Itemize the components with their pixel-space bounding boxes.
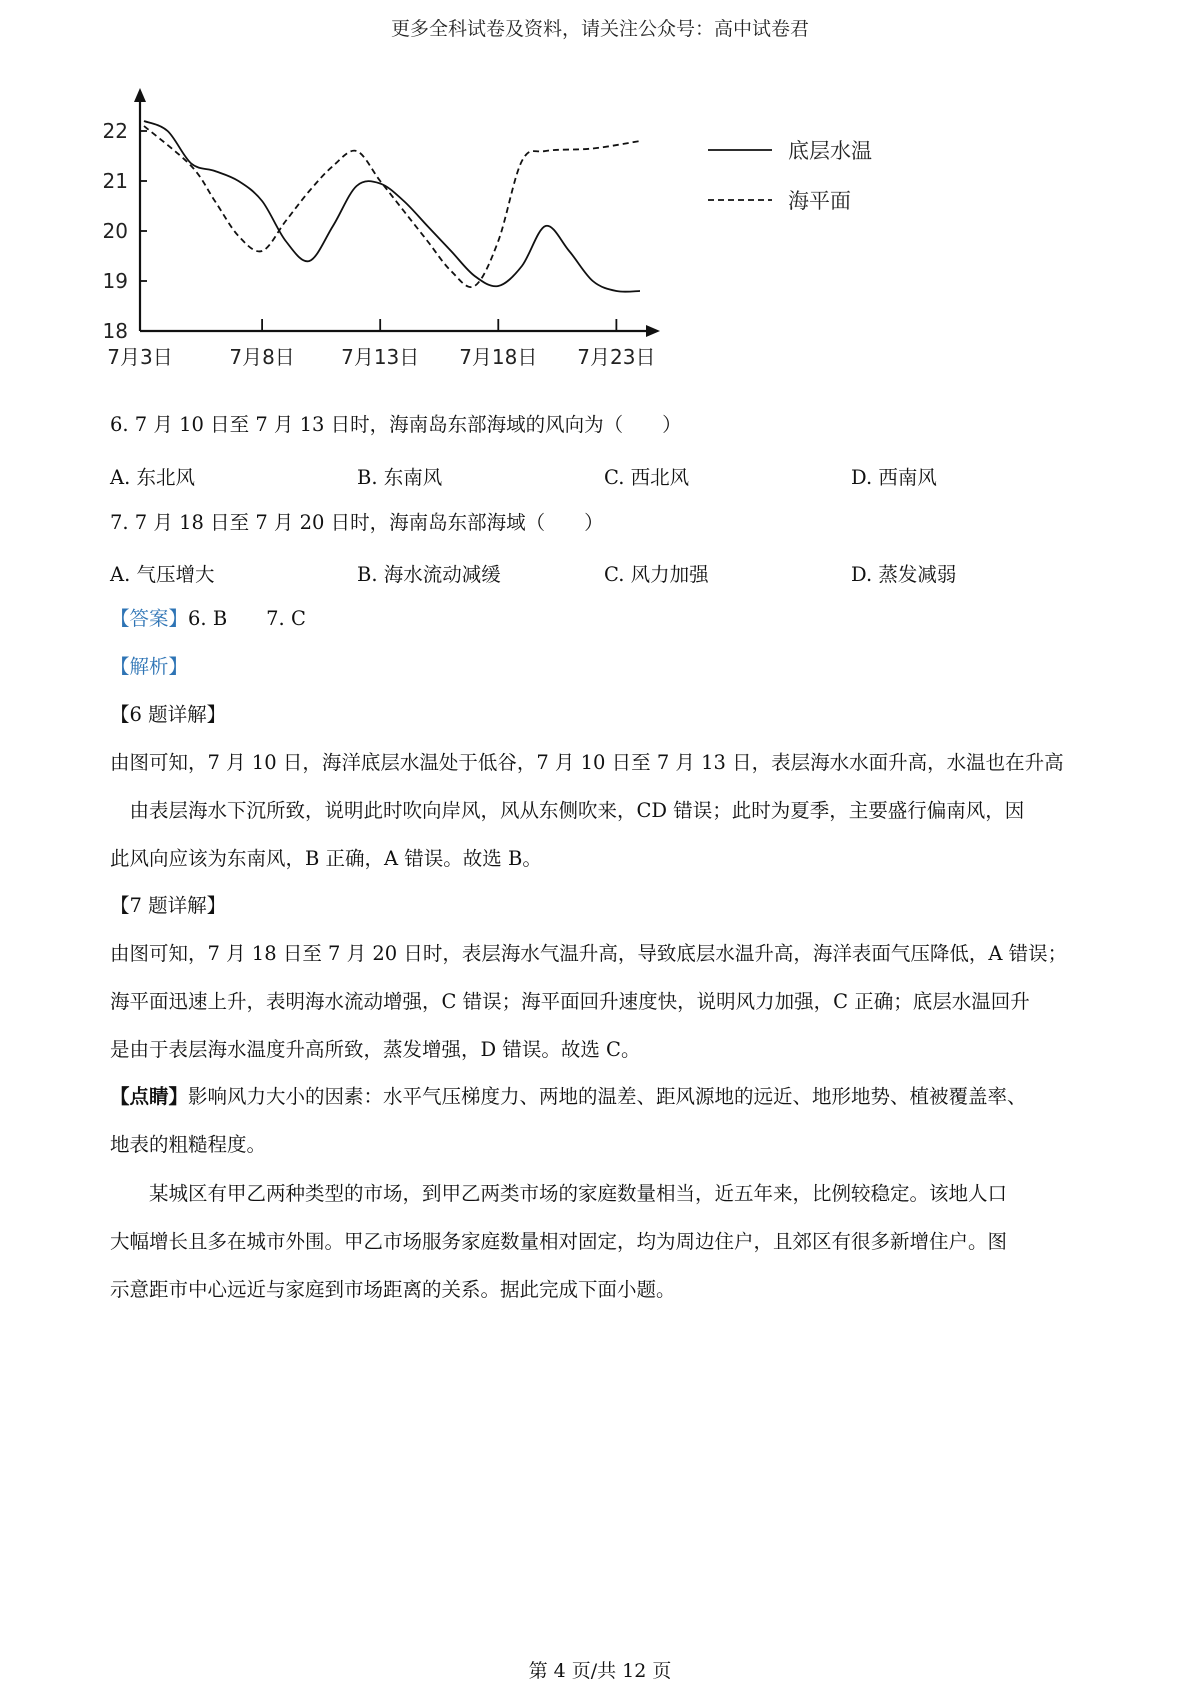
q6-option-d: D. 西南风 [851, 466, 937, 489]
tip-text [110, 1073, 1100, 1169]
detail-6-line: 由图可知，7 月 10 日，海洋底层水温处于低谷，7 月 10 日至 7 月 13 日，表层海水水面升高，水温也在升高 [110, 751, 1064, 774]
q6-option-c: C. 西北风 [604, 466, 690, 489]
answer-text: 6. B 7. C [188, 607, 306, 630]
legend-label: 海平面 [788, 189, 851, 213]
x-tick-label: 7月23日 [577, 345, 656, 369]
x-tick-label: 7月18日 [459, 345, 538, 369]
q6-option-b: B. 东南风 [357, 466, 443, 489]
detail-6-label: 【6 题详解】 [110, 703, 227, 726]
page-header: 更多全科试卷及资料，请关注公众号：高中试卷君 [390, 18, 809, 40]
intro-line: 示意距市中心远近与家庭到市场距离的关系。据此完成下面小题。 [110, 1278, 676, 1301]
detail-6-line: 由表层海水下沉所致，说明此时吹向岸风，风从东侧吹来，CD 错误；此时为夏季，主要盛行偏南风，因 [110, 799, 1025, 822]
answer-line [110, 606, 306, 632]
intro-line: 某城区有甲乙两种类型的市场，到甲乙两类市场的家庭数量相当，近五年来，比例较稳定。该地人口 [110, 1182, 1008, 1205]
detail-6-text [110, 739, 1100, 883]
tip-label: 【点睛】 [110, 1085, 189, 1108]
detail-7-label: 【7 题详解】 [110, 894, 227, 917]
q7-option-d: D. 蒸发减弱 [851, 563, 957, 586]
tip-line-text: 影响风力大小的因素：水平气压梯度力、两地的温差、距风源地的远近、地形地势、植被覆盖率、 [188, 1085, 1027, 1108]
tip-line [110, 1073, 1100, 1121]
y-tick-label: 22 [102, 119, 128, 143]
q7-option-c: C. 风力加强 [604, 563, 709, 586]
answer-label: 【答案】 [110, 607, 189, 630]
y-tick-label: 18 [102, 319, 128, 343]
detail-6-line: 此风向应该为东南风，B 正确，A 错误。故选 B。 [110, 847, 542, 870]
q6-option-a: A. 东北风 [110, 466, 195, 489]
detail-7-text [110, 930, 1100, 1074]
x-tick-label: 7月13日 [341, 345, 420, 369]
y-tick-label: 19 [102, 269, 128, 293]
temperature-sea-level-chart [100, 88, 900, 388]
x-tick-label: 7月8日 [229, 345, 295, 369]
intro-text [110, 1170, 1100, 1314]
analysis-label: 【解析】 [110, 655, 189, 678]
q7-option-b: B. 海水流动减缓 [357, 563, 501, 586]
x-axis-arrow [646, 325, 660, 337]
question-7-stem: 7. 7 月 18 日至 7 月 20 日时，海南岛东部海域（ ） [110, 511, 604, 534]
legend-label: 底层水温 [788, 139, 872, 163]
question-6-stem: 6. 7 月 10 日至 7 月 13 日时，海南岛东部海域的风向为（ ） [110, 413, 682, 436]
intro-line: 大幅增长且多在城市外围。甲乙市场服务家庭数量相对固定，均为周边住户，且郊区有很多新增住户。图 [110, 1230, 1008, 1253]
detail-7-line: 由图可知，7 月 18 日至 7 月 20 日时，表层海水气温升高，导致底层水温升高，海洋表面气压降低，A 错误； [110, 942, 1068, 965]
tip-line: 地表的粗糙程度。 [110, 1133, 267, 1156]
detail-7-line: 是由于表层海水温度升高所致，蒸发增强，D 错误。故选 C。 [110, 1038, 641, 1061]
series-line-sea-level [144, 126, 640, 287]
y-tick-label: 21 [102, 169, 128, 193]
x-tick-label: 7月3日 [107, 345, 173, 369]
q7-option-a: A. 气压增大 [110, 563, 215, 586]
y-axis-arrow [134, 88, 146, 102]
y-tick-label: 20 [102, 219, 128, 243]
page-footer: 第 4 页/共 12 页 [528, 1660, 672, 1682]
detail-7-line: 海平面迅速上升，表明海水流动增强，C 错误；海平面回升速度快，说明风力加强，C 正确；底层水温回升 [110, 990, 1030, 1013]
